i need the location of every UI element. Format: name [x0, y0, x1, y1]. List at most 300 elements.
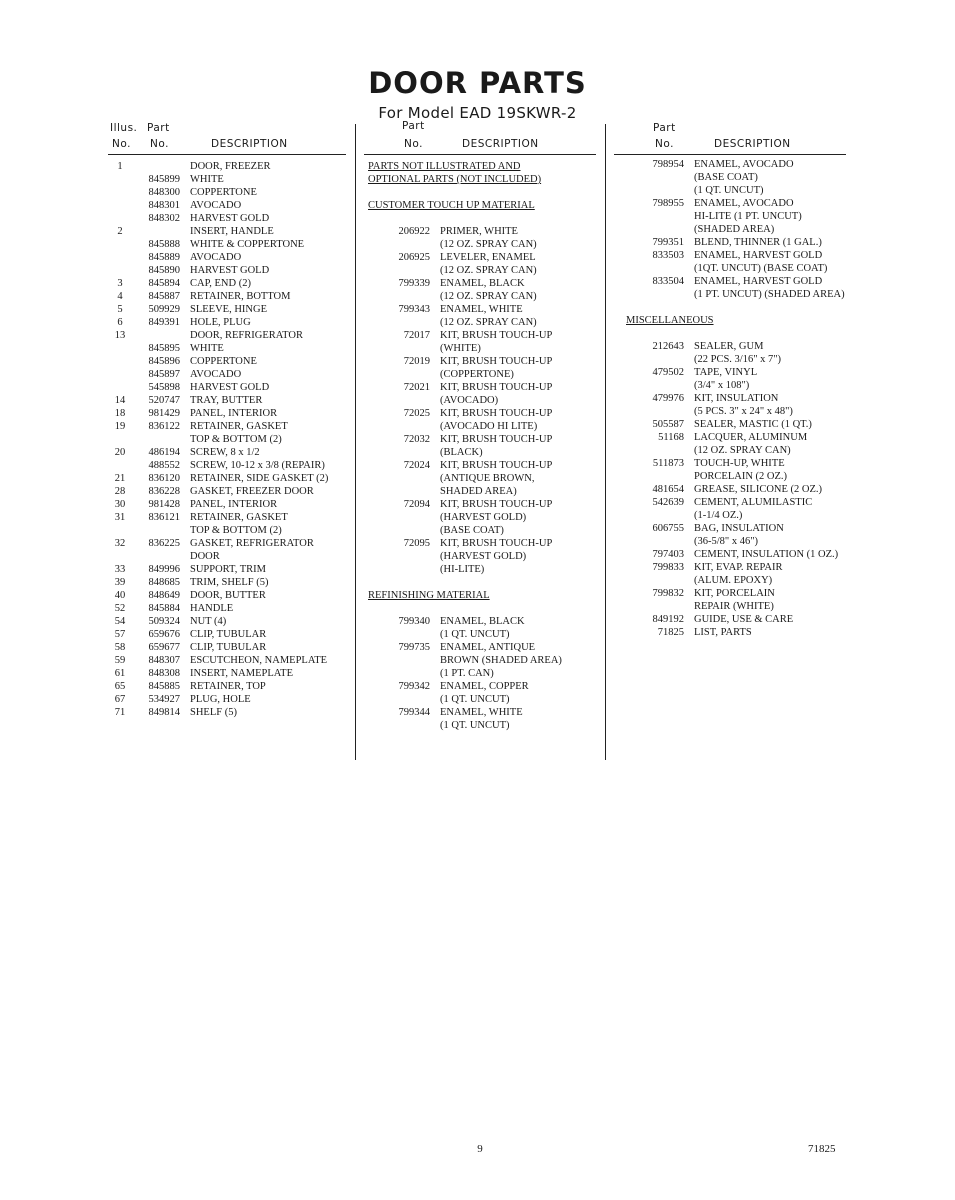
part-row — [108, 381, 348, 394]
part-description: ENAMEL, AVOCADO — [694, 159, 794, 170]
part-row — [620, 275, 870, 288]
part-number: 72021 — [403, 382, 430, 393]
part-row — [620, 171, 870, 184]
part-description: HI-LITE (1 PT. UNCUT) — [694, 211, 802, 222]
part-row — [368, 485, 600, 498]
col2-part-header: Part — [402, 120, 425, 132]
part-description: GASKET, REFRIGERATOR — [190, 538, 314, 549]
part-number: 479502 — [652, 367, 684, 378]
part-row — [620, 353, 870, 366]
part-description: BROWN (SHADED AREA) — [440, 655, 562, 666]
part-number: 849996 — [148, 564, 180, 575]
part-row — [108, 563, 348, 576]
part-row — [368, 342, 600, 355]
part-description: SCREW, 8 x 1/2 — [190, 447, 260, 458]
part-number: 72094 — [403, 499, 430, 510]
part-row — [368, 303, 600, 316]
model-subtitle: For Model EAD 19SKWR-2 — [378, 104, 577, 122]
part-description: SHADED AREA) — [440, 486, 517, 497]
parts-column-1 — [108, 160, 348, 719]
part-number: 799833 — [652, 562, 684, 573]
part-number: 479976 — [652, 393, 684, 404]
part-row — [368, 563, 600, 576]
part-row — [620, 561, 870, 574]
part-row — [108, 407, 348, 420]
part-description: GREASE, SILICONE (2 OZ.) — [694, 484, 823, 495]
part-number: 836121 — [148, 512, 180, 523]
part-number: 845894 — [148, 278, 180, 289]
part-row — [620, 535, 870, 548]
col2-description-header: DESCRIPTION — [462, 138, 539, 150]
part-description: (12 OZ. SPRAY CAN) — [440, 317, 537, 328]
part-row — [108, 342, 348, 355]
part-row — [108, 537, 348, 550]
part-description: NUT (4) — [190, 616, 227, 627]
part-row — [108, 433, 348, 446]
part-number: 849192 — [652, 614, 684, 625]
part-row — [620, 236, 870, 249]
illus-number: 32 — [114, 538, 126, 549]
part-description: (1 PT. CAN) — [440, 668, 494, 679]
part-number: 659677 — [148, 642, 180, 653]
part-row — [620, 457, 870, 470]
part-row — [620, 548, 870, 561]
part-number: 848301 — [148, 200, 180, 211]
part-description: DOOR, BUTTER — [190, 590, 266, 601]
part-description: (12 OZ. SPRAY CAN) — [440, 239, 537, 250]
part-row — [108, 264, 348, 277]
part-description: (12 OZ. SPRAY CAN) — [694, 445, 791, 456]
part-row — [368, 290, 600, 303]
part-description: KIT, INSULATION — [694, 393, 779, 404]
part-row — [368, 394, 600, 407]
part-number: 71825 — [657, 627, 684, 638]
part-description: TOP & BOTTOM (2) — [190, 525, 282, 536]
part-number: 799340 — [398, 616, 430, 627]
part-description: HARVEST GOLD — [190, 382, 270, 393]
part-row — [368, 316, 600, 329]
part-number: 486194 — [148, 447, 180, 458]
part-description: (1 QT. UNCUT) — [440, 720, 510, 731]
part-description: GUIDE, USE & CARE — [694, 614, 794, 625]
part-row — [108, 212, 348, 225]
part-number: 509324 — [148, 616, 180, 627]
part-row — [368, 615, 600, 628]
part-description: ENAMEL, BLACK — [440, 278, 525, 289]
part-row — [108, 420, 348, 433]
part-description: RETAINER, BOTTOM — [190, 291, 291, 302]
part-row — [368, 329, 600, 342]
part-description: ENAMEL, HARVEST GOLD — [694, 250, 823, 261]
part-row — [108, 485, 348, 498]
part-description: KIT, BRUSH TOUCH-UP — [440, 460, 553, 471]
part-row — [620, 444, 870, 457]
part-number: 845884 — [148, 603, 180, 614]
part-number: 799343 — [398, 304, 430, 315]
row-spacer — [368, 212, 600, 225]
illus-number: 2 — [117, 226, 123, 237]
part-description: (HARVEST GOLD) — [440, 551, 527, 562]
illus-number: 18 — [114, 408, 126, 419]
part-number: 799832 — [652, 588, 684, 599]
section-heading-row — [368, 173, 600, 186]
col1-description-header: DESCRIPTION — [211, 138, 288, 150]
part-description: AVOCADO — [190, 252, 242, 263]
part-description: (HARVEST GOLD) — [440, 512, 527, 523]
part-description: INSERT, HANDLE — [190, 226, 274, 237]
part-row — [620, 431, 870, 444]
part-description: KIT, BRUSH TOUCH-UP — [440, 356, 553, 367]
part-number: 845897 — [148, 369, 180, 380]
part-description: RETAINER, TOP — [190, 681, 266, 692]
col3-part-header: Part — [653, 122, 676, 134]
part-description: CEMENT, ALUMILASTIC — [694, 497, 813, 508]
part-description: ENAMEL, WHITE — [440, 707, 523, 718]
part-row — [620, 223, 870, 236]
part-row — [108, 225, 348, 238]
section-heading: PARTS NOT ILLUSTRATED AND — [368, 161, 521, 172]
part-description: (BLACK) — [440, 447, 483, 458]
illus-number: 20 — [114, 447, 126, 458]
col2-part-no-header: No. — [404, 138, 423, 150]
section-heading-row — [368, 589, 600, 602]
part-description: (SHADED AREA) — [694, 224, 775, 235]
part-description: (12 OZ. SPRAY CAN) — [440, 291, 537, 302]
col3-header-rule — [614, 154, 846, 155]
illus-number: 28 — [114, 486, 126, 497]
illus-number: 39 — [114, 577, 126, 588]
part-row — [108, 355, 348, 368]
part-description: ENAMEL, HARVEST GOLD — [694, 276, 823, 287]
part-row — [108, 654, 348, 667]
part-number: 72017 — [403, 330, 430, 341]
section-heading-row — [368, 199, 600, 212]
part-description: (BASE COAT) — [440, 525, 504, 536]
section-heading: OPTIONAL PARTS (NOT INCLUDED) — [368, 174, 542, 185]
part-description: CEMENT, INSULATION (1 OZ.) — [694, 549, 839, 560]
part-row — [108, 316, 348, 329]
part-description: LIST, PARTS — [694, 627, 752, 638]
col1-illus-header: Illus. — [110, 122, 138, 134]
part-number: 836228 — [148, 486, 180, 497]
col1-illus-no-header: No. — [112, 138, 131, 150]
part-row — [620, 405, 870, 418]
part-row — [620, 392, 870, 405]
part-row — [108, 238, 348, 251]
part-row — [368, 472, 600, 485]
illus-number: 5 — [117, 304, 123, 315]
part-description: CLIP, TUBULAR — [190, 629, 267, 640]
part-number: 520747 — [148, 395, 180, 406]
part-row — [368, 251, 600, 264]
part-description: REPAIR (WHITE) — [694, 601, 774, 612]
part-number: 606755 — [652, 523, 684, 534]
part-description: (12 OZ. SPRAY CAN) — [440, 265, 537, 276]
part-row — [108, 511, 348, 524]
part-row — [368, 706, 600, 719]
part-row — [368, 368, 600, 381]
col3-description-header: DESCRIPTION — [714, 138, 791, 150]
part-number: 981428 — [148, 499, 180, 510]
part-row — [368, 654, 600, 667]
part-description: KIT, PORCELAIN — [694, 588, 775, 599]
part-number: 72025 — [403, 408, 430, 419]
part-number: 542639 — [652, 497, 684, 508]
part-description: TRAY, BUTTER — [190, 395, 263, 406]
part-row — [108, 589, 348, 602]
part-description: DOOR — [190, 551, 220, 562]
part-row — [368, 550, 600, 563]
part-description: KIT, BRUSH TOUCH-UP — [440, 499, 553, 510]
part-description: ENAMEL, COPPER — [440, 681, 529, 692]
part-number: 488552 — [148, 460, 180, 471]
part-description: BAG, INSULATION — [694, 523, 784, 534]
parts-column-3 — [620, 158, 870, 639]
illus-number: 52 — [114, 603, 126, 614]
part-row — [368, 446, 600, 459]
part-row — [620, 626, 870, 639]
section-heading: REFINISHING MATERIAL — [368, 590, 490, 601]
part-number: 659676 — [148, 629, 180, 640]
column-divider-2 — [605, 124, 606, 760]
part-description: AVOCADO — [190, 200, 242, 211]
part-number: 509929 — [148, 304, 180, 315]
part-number: 981429 — [148, 408, 180, 419]
part-number: 845895 — [148, 343, 180, 354]
part-row — [620, 613, 870, 626]
part-description: (1 QT. UNCUT) — [694, 185, 764, 196]
part-row — [368, 667, 600, 680]
part-description: WHITE — [190, 174, 224, 185]
part-row — [368, 498, 600, 511]
parts-column-2 — [368, 160, 600, 732]
part-row — [108, 706, 348, 719]
part-description: PANEL, INTERIOR — [190, 499, 278, 510]
part-number: 206925 — [398, 252, 430, 263]
row-spacer — [620, 327, 870, 340]
part-number: 797403 — [652, 549, 684, 560]
part-row — [108, 277, 348, 290]
illus-number: 19 — [114, 421, 126, 432]
illus-number: 4 — [117, 291, 123, 302]
part-row — [368, 524, 600, 537]
part-description: INSERT, NAMEPLATE — [190, 668, 294, 679]
part-description: BLEND, THINNER (1 GAL.) — [694, 237, 822, 248]
part-description: LACQUER, ALUMINUM — [694, 432, 808, 443]
part-description: ENAMEL, ANTIQUE — [440, 642, 536, 653]
illus-number: 67 — [114, 694, 126, 705]
section-heading: CUSTOMER TOUCH UP MATERIAL — [368, 200, 535, 211]
part-description: KIT, BRUSH TOUCH-UP — [440, 408, 553, 419]
part-row — [368, 264, 600, 277]
illus-number: 59 — [114, 655, 126, 666]
row-spacer — [620, 301, 870, 314]
part-row — [368, 511, 600, 524]
section-heading: MISCELLANEOUS — [626, 315, 714, 326]
part-description: AVOCADO — [190, 369, 242, 380]
illus-number: 58 — [114, 642, 126, 653]
part-description: (3/4" x 108") — [694, 380, 750, 391]
part-row — [620, 158, 870, 171]
part-description: PORCELAIN (2 OZ.) — [694, 471, 788, 482]
part-number: 845889 — [148, 252, 180, 263]
illus-number: 6 — [117, 317, 123, 328]
row-spacer — [368, 576, 600, 589]
part-row — [368, 355, 600, 368]
part-number: 505587 — [652, 419, 684, 430]
part-row — [620, 262, 870, 275]
part-row — [620, 483, 870, 496]
part-number: 481654 — [652, 484, 684, 495]
part-number: 845887 — [148, 291, 180, 302]
illus-number: 31 — [114, 512, 126, 523]
part-description: COPPERTONE — [190, 356, 257, 367]
part-row — [620, 587, 870, 600]
col1-part-header: Part — [147, 122, 170, 134]
part-row — [368, 238, 600, 251]
part-row — [108, 550, 348, 563]
part-number: 848300 — [148, 187, 180, 198]
part-description: RETAINER, SIDE GASKET (2) — [190, 473, 329, 484]
section-heading-row — [620, 314, 870, 327]
part-row — [108, 472, 348, 485]
part-row — [620, 288, 870, 301]
part-row — [108, 290, 348, 303]
part-description: (1-1/4 OZ.) — [694, 510, 743, 521]
col2-header-rule — [364, 154, 596, 155]
part-description: (1 QT. UNCUT) — [440, 629, 510, 640]
part-row — [108, 186, 348, 199]
part-row — [108, 680, 348, 693]
part-row — [108, 446, 348, 459]
part-number: 849814 — [148, 707, 180, 718]
part-description: (COPPERTONE) — [440, 369, 514, 380]
col1-part-no-header: No. — [150, 138, 169, 150]
part-description: (AVOCADO) — [440, 395, 499, 406]
part-row — [108, 602, 348, 615]
illus-number: 13 — [114, 330, 126, 341]
part-description: (1QT. UNCUT) (BASE COAT) — [694, 263, 828, 274]
part-row — [108, 459, 348, 472]
part-row — [368, 381, 600, 394]
row-spacer — [368, 186, 600, 199]
part-description: KIT, BRUSH TOUCH-UP — [440, 434, 553, 445]
part-description: RETAINER, GASKET — [190, 421, 288, 432]
illus-number: 14 — [114, 395, 126, 406]
illus-number: 61 — [114, 668, 126, 679]
illus-number: 3 — [117, 278, 123, 289]
part-number: 534927 — [148, 694, 180, 705]
part-row — [620, 340, 870, 353]
part-number: 845888 — [148, 239, 180, 250]
part-row — [620, 210, 870, 223]
part-row — [620, 366, 870, 379]
part-description: RETAINER, GASKET — [190, 512, 288, 523]
part-row — [108, 303, 348, 316]
illus-number: 65 — [114, 681, 126, 692]
part-number: 799342 — [398, 681, 430, 692]
part-description: HANDLE — [190, 603, 234, 614]
column-divider-1 — [355, 124, 356, 760]
part-row — [368, 225, 600, 238]
part-number: 212643 — [652, 341, 684, 352]
part-description: WHITE — [190, 343, 224, 354]
part-description: KIT, EVAP. REPAIR — [694, 562, 783, 573]
part-number: 849391 — [148, 317, 180, 328]
part-row — [108, 173, 348, 186]
part-number: 833503 — [652, 250, 684, 261]
illus-number: 33 — [114, 564, 126, 575]
part-description: SEALER, GUM — [694, 341, 764, 352]
part-description: DOOR, REFRIGERATOR — [190, 330, 303, 341]
part-row — [620, 509, 870, 522]
page-number: 9 — [477, 1143, 483, 1155]
part-number: 72032 — [403, 434, 430, 445]
part-description: TAPE, VINYL — [694, 367, 758, 378]
part-description: KIT, BRUSH TOUCH-UP — [440, 382, 553, 393]
part-description: COPPERTONE — [190, 187, 257, 198]
part-number: 51168 — [658, 432, 684, 443]
part-description: SCREW, 10-12 x 3/8 (REPAIR) — [190, 460, 325, 471]
part-row — [620, 496, 870, 509]
part-description: WHITE & COPPERTONE — [190, 239, 305, 250]
part-number: 845896 — [148, 356, 180, 367]
part-description: SUPPORT, TRIM — [190, 564, 267, 575]
col1-header-rule — [108, 154, 346, 155]
part-row — [368, 433, 600, 446]
part-description: ENAMEL, AVOCADO — [694, 198, 794, 209]
part-number: 799339 — [398, 278, 430, 289]
part-row — [108, 615, 348, 628]
part-row — [108, 251, 348, 264]
part-description: (HI-LITE) — [440, 564, 485, 575]
row-spacer — [368, 602, 600, 615]
part-row — [620, 184, 870, 197]
part-description: HARVEST GOLD — [190, 213, 270, 224]
illus-number: 54 — [114, 616, 126, 627]
part-description: PRIMER, WHITE — [440, 226, 518, 237]
part-row — [368, 680, 600, 693]
part-description: DOOR, FREEZER — [190, 161, 271, 172]
part-description: (AVOCADO HI LITE) — [440, 421, 538, 432]
part-row — [368, 277, 600, 290]
part-description: (36-5/8" x 46") — [694, 536, 758, 547]
part-row — [368, 719, 600, 732]
part-description: ESCUTCHEON, NAMEPLATE — [190, 655, 328, 666]
part-description: LEVELER, ENAMEL — [440, 252, 536, 263]
part-description: (5 PCS. 3" x 24" x 48") — [694, 406, 793, 417]
part-description: ENAMEL, WHITE — [440, 304, 523, 315]
part-description: (1 QT. UNCUT) — [440, 694, 510, 705]
part-row — [108, 524, 348, 537]
part-number: 848685 — [148, 577, 180, 588]
part-description: SHELF (5) — [190, 707, 237, 718]
part-number: 848302 — [148, 213, 180, 224]
part-number: 848308 — [148, 668, 180, 679]
part-row — [620, 379, 870, 392]
document-number: 71825 — [808, 1143, 836, 1155]
part-number: 72019 — [403, 356, 430, 367]
part-description: (22 PCS. 3/16" x 7") — [694, 354, 782, 365]
part-number: 545898 — [148, 382, 180, 393]
part-description: SEALER, MASTIC (1 QT.) — [694, 419, 812, 430]
illus-number: 71 — [114, 707, 126, 718]
page-title: DOOR PARTS — [368, 66, 587, 100]
part-description: (ANTIQUE BROWN, — [440, 473, 535, 484]
part-row — [368, 537, 600, 550]
part-description: TRIM, SHELF (5) — [190, 577, 269, 588]
illus-number: 57 — [114, 629, 126, 640]
